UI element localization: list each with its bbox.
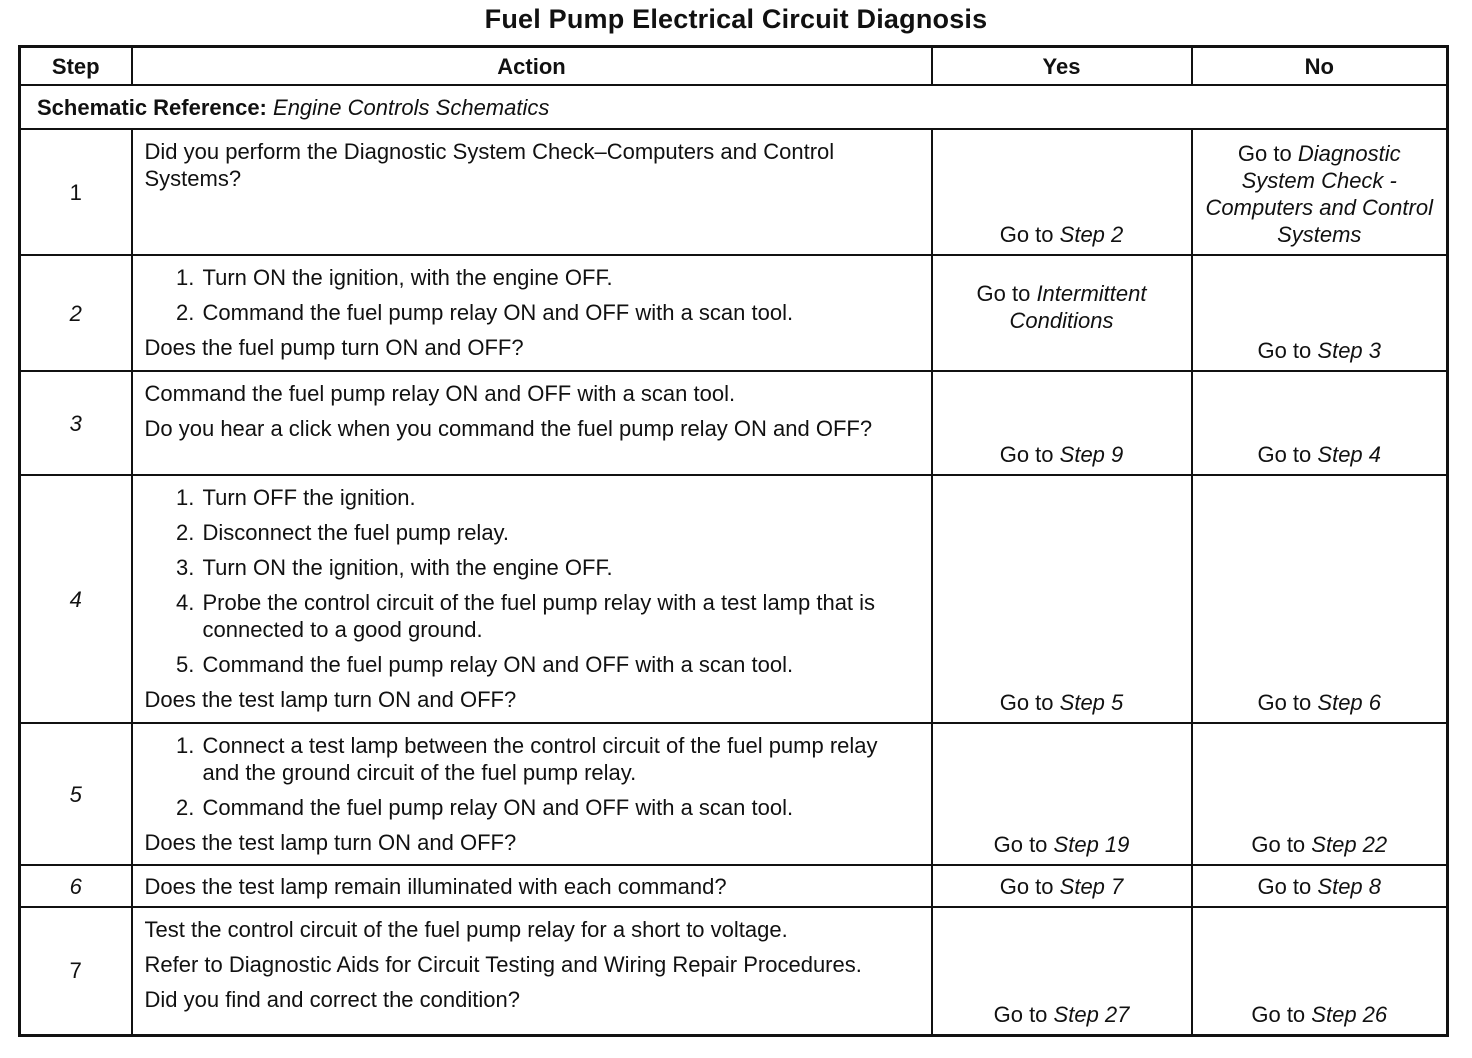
action-step-list	[145, 732, 919, 821]
action-step-list	[145, 484, 919, 678]
step-number: 7	[20, 907, 132, 1035]
action-cell	[132, 475, 932, 723]
header-yes: Yes	[932, 47, 1192, 86]
no-cell	[1192, 907, 1448, 1035]
action-cell	[132, 907, 932, 1035]
table-row	[20, 723, 1448, 865]
action-text: Command the fuel pump relay ON and OFF with a scan tool.	[144, 381, 736, 406]
action-text: Did you perform the Diagnostic System Check–Computers and Control Systems?	[144, 139, 835, 191]
no-cell	[1192, 129, 1448, 255]
yes-step-link[interactable]: Step 5	[1059, 690, 1124, 715]
table-row	[20, 371, 1448, 475]
go-to-prefix: Go to	[993, 832, 1048, 857]
go-to-prefix: Go to	[999, 690, 1054, 715]
page-title: Fuel Pump Electrical Circuit Diagnosis	[484, 4, 988, 34]
go-to-prefix: Go to	[976, 281, 1031, 306]
table-row	[20, 129, 1448, 255]
action-question: Do you hear a click when you command the fuel pump relay ON and OFF?	[144, 416, 873, 441]
action-list-item: 5. Command the fuel pump relay ON and OFF with a scan tool.	[201, 651, 919, 678]
table-row	[20, 475, 1448, 723]
yes-cell	[932, 475, 1192, 723]
action-list-item: 2. Command the fuel pump relay ON and OFF with a scan tool.	[201, 794, 919, 821]
yes-step-link[interactable]: Intermittent Conditions	[1009, 281, 1147, 333]
step-number: 3	[20, 371, 132, 475]
no-step-link[interactable]: Diagnostic System Check - Computers and Control Systems	[1205, 141, 1433, 247]
yes-cell	[932, 907, 1192, 1035]
no-cell	[1192, 723, 1448, 865]
step-number: 2	[20, 255, 132, 371]
table-row	[20, 865, 1448, 907]
yes-cell	[932, 129, 1192, 255]
yes-step-link[interactable]: Step 7	[1059, 873, 1124, 899]
action-list-item: 1. Turn OFF the ignition.	[201, 484, 919, 511]
go-to-prefix: Go to	[1257, 873, 1312, 899]
go-to-prefix: Go to	[1257, 442, 1312, 467]
no-step-link[interactable]: Step 22	[1311, 832, 1388, 857]
no-cell	[1192, 475, 1448, 723]
go-to-prefix: Go to	[1251, 832, 1306, 857]
no-cell	[1192, 371, 1448, 475]
no-step-link[interactable]: Step 8	[1317, 873, 1382, 899]
go-to-prefix: Go to	[1251, 1001, 1306, 1027]
step-number: 4	[20, 475, 132, 723]
action-list-item: 2. Disconnect the fuel pump relay.	[201, 519, 919, 546]
schematic-reference-link[interactable]: Engine Controls Schematics	[273, 94, 550, 120]
action-text: Test the control circuit of the fuel pump relay for a short to voltage.	[144, 917, 788, 942]
go-to-prefix: Go to	[993, 1001, 1048, 1027]
no-cell	[1192, 865, 1448, 907]
action-cell	[132, 255, 932, 371]
action-cell	[132, 723, 932, 865]
yes-cell	[932, 255, 1192, 371]
step-number: 1	[20, 129, 132, 255]
go-to-prefix: Go to	[1237, 141, 1292, 166]
no-step-link[interactable]: Step 6	[1317, 690, 1382, 715]
action-list-item: 4. Probe the control circuit of the fuel pump relay with a test lamp that is connected to a good ground.	[201, 589, 919, 643]
table-row	[20, 255, 1448, 371]
action-step-list	[145, 264, 919, 326]
go-to-prefix: Go to	[999, 222, 1054, 247]
action-list-item: 2. Command the fuel pump relay ON and OFF with a scan tool.	[201, 299, 919, 326]
header-no: No	[1192, 47, 1448, 86]
schematic-reference	[20, 85, 1448, 129]
yes-step-link[interactable]: Step 2	[1059, 222, 1124, 247]
go-to-prefix: Go to	[999, 442, 1054, 467]
yes-step-link[interactable]: Step 9	[1059, 442, 1124, 467]
action-question: Does the test lamp turn ON and OFF?	[144, 830, 517, 855]
yes-cell	[932, 723, 1192, 865]
action-cell	[132, 129, 932, 255]
no-step-link[interactable]: Step 3	[1317, 338, 1382, 363]
action-question: Does the test lamp remain illuminated with each command?	[144, 873, 727, 899]
header-step: Step	[20, 47, 132, 86]
yes-cell	[932, 371, 1192, 475]
action-cell	[132, 865, 932, 907]
action-list-item: 3. Turn ON the ignition, with the engine OFF.	[201, 554, 919, 581]
action-cell	[132, 371, 932, 475]
yes-cell	[932, 865, 1192, 907]
diagnosis-table	[18, 45, 1449, 1037]
action-question: Did you find and correct the condition?	[144, 987, 520, 1012]
header-action: Action	[132, 47, 932, 86]
no-step-link[interactable]: Step 4	[1317, 442, 1382, 467]
action-text: Refer to Diagnostic Aids for Circuit Testing and Wiring Repair Procedures.	[144, 952, 862, 977]
action-list-item: 1. Connect a test lamp between the control circuit of the fuel pump relay and the ground circuit of the fuel pump relay.	[201, 732, 919, 786]
header-row	[20, 47, 1448, 86]
action-question: Does the test lamp turn ON and OFF?	[144, 687, 517, 712]
step-number: 5	[20, 723, 132, 865]
go-to-prefix: Go to	[999, 873, 1054, 899]
step-number: 6	[20, 865, 132, 907]
action-question: Does the fuel pump turn ON and OFF?	[144, 335, 524, 360]
no-cell	[1192, 255, 1448, 371]
go-to-prefix: Go to	[1257, 690, 1312, 715]
schematic-reference-label: Schematic Reference:	[37, 94, 267, 120]
schematic-reference-row	[20, 85, 1448, 129]
yes-step-link[interactable]: Step 27	[1053, 1001, 1130, 1027]
action-list-item: 1. Turn ON the ignition, with the engine OFF.	[201, 264, 919, 291]
yes-step-link[interactable]: Step 19	[1053, 832, 1130, 857]
table-row	[20, 907, 1448, 1035]
no-step-link[interactable]: Step 26	[1311, 1001, 1388, 1027]
go-to-prefix: Go to	[1257, 338, 1312, 363]
